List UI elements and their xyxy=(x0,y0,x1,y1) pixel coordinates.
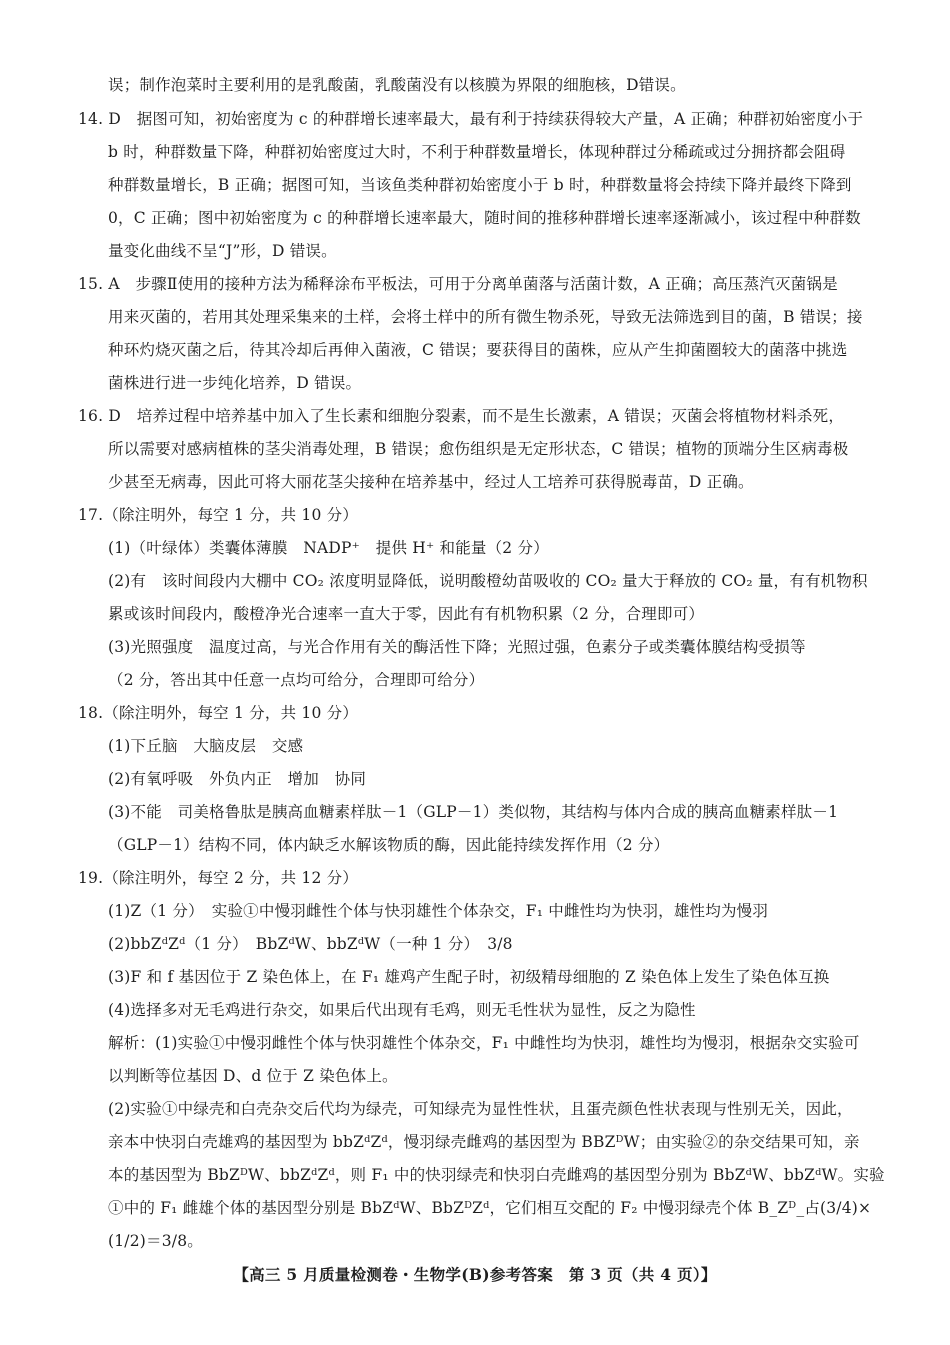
q17-heading: 17.（除注明外，每空 1 分，共 10 分） xyxy=(78,506,359,524)
text-line: 0，C 正确；图中初始密度为 c 的种群增长速率最大，随时间的推移种群增长速率逐渐减小，该过程中种群数 xyxy=(108,209,861,227)
text-line: (1)（叶绿体）类囊体薄膜 NADP⁺ 提供 H⁺ 和能量（2 分） xyxy=(108,539,549,557)
q14-line: 14. D 据图可知，初始密度为 c 的种群增长速率最大，最有利于持续获得较大产量，A 正确；种群初始密度小于 xyxy=(78,110,864,128)
text-line: (3)光照强度 温度过高，与光合作用有关的酶活性下降；光照过强，色素分子或类囊体膜结构受损等 xyxy=(108,638,806,656)
text-line: 本的基因型为 BbZᴰW、bbZᵈZᵈ，则 F₁ 中的快羽绿壳和快羽白壳雌鸡的基因型分别为 BbZᵈW、bbZᵈW。实验 xyxy=(108,1166,885,1184)
q18-heading: 18.（除注明外，每空 1 分，共 10 分） xyxy=(78,704,359,722)
text-line: (1)下丘脑 大脑皮层 交感 xyxy=(108,737,304,755)
q16-line: 16. D 培养过程中培养基中加入了生长素和细胞分裂素，而不是生长激素，A 错误；灭菌会将植物材料杀死， xyxy=(78,407,845,425)
q19-heading: 19.（除注明外，每空 2 分，共 12 分） xyxy=(78,869,359,887)
text-line: 所以需要对感病植株的茎尖消毒处理，B 错误；愈伤组织是无定形状态，C 错误；植物的顶端分生区病毒极 xyxy=(108,440,849,458)
text-line: (2)有 该时间段内大棚中 CO₂ 浓度明显降低，说明酸橙幼苗吸收的 CO₂ 量大于释放的 CO₂ 量，有有机物积 xyxy=(108,572,868,590)
text-line: 用来灭菌的，若用其处理采集来的土样，会将土样中的所有微生物杀死，导致无法筛选到目的菌，B 错误；接 xyxy=(108,308,863,326)
text-line: (3)F 和 f 基因位于 Z 染色体上，在 F₁ 雄鸡产生配子时，初级精母细胞的 Z 染色体上发生了染色体互换 xyxy=(108,968,830,986)
text-line: 种群数量增长，B 正确；据图可知，当该鱼类种群初始密度小于 b 时，种群数量将会持续下降并最终下降到 xyxy=(108,176,852,194)
text-line: 以判断等位基因 D、d 位于 Z 染色体上。 xyxy=(108,1067,398,1085)
text-line: （2 分，答出其中任意一点均可给分，合理即可给分） xyxy=(108,671,485,689)
text-line: (1)Z（1 分） 实验①中慢羽雌性个体与快羽雄性个体杂交，F₁ 中雌性均为快羽，雄性均为慢羽 xyxy=(108,902,769,920)
text-line: (1/2)＝3/8。 xyxy=(108,1232,203,1250)
text-line: 种环灼烧灭菌之后，待其冷却后再伸入菌液，C 错误；要获得目的菌株，应从产生抑菌圈较大的菌落中挑选 xyxy=(108,341,848,359)
text-line: （GLP－1）结构不同，体内缺乏水解该物质的酶，因此能持续发挥作用（2 分） xyxy=(108,836,670,854)
text-line: 解析：(1)实验①中慢羽雌性个体与快羽雄性个体杂交，F₁ 中雌性均为快羽，雄性均为慢羽，根据杂交实验可 xyxy=(108,1034,860,1052)
text-line: 少甚至无病毒，因此可将大丽花茎尖接种在培养基中，经过人工培养可获得脱毒苗，D 正确。 xyxy=(108,473,754,491)
text-line: 量变化曲线不呈“J”形，D 错误。 xyxy=(108,242,337,260)
text-line: (2)实验①中绿壳和白壳杂交后代均为绿壳，可知绿壳为显性性状，且蛋壳颜色性状表现与性别无关，因此， xyxy=(108,1100,853,1118)
text-line: b 时，种群数量下降，种群初始密度过大时，不利于种群数量增长，体现种群过分稀疏或过分拥挤都会阻碍 xyxy=(108,143,846,161)
text-line: (2)有氧呼吸 外负内正 增加 协同 xyxy=(108,770,367,788)
q15-line: 15. A 步骤Ⅱ使用的接种方法为稀释涂布平板法，可用于分离单菌落与活菌计数，A 正确；高压蒸汽灭菌锅是 xyxy=(78,275,838,293)
text-line: 误；制作泡菜时主要利用的是乳酸菌，乳酸菌没有以核膜为界限的细胞核，D错误。 xyxy=(108,76,686,94)
text-line: 菌株进行进一步纯化培养，D 错误。 xyxy=(108,374,362,392)
text-line: (3)不能 司美格鲁肽是胰高血糖素样肽－1（GLP－1）类似物，其结构与体内合成的胰高血糖素样肽－1 xyxy=(108,803,839,821)
text-line: (4)选择多对无毛鸡进行杂交，如果后代出现有毛鸡，则无毛性状为显性，反之为隐性 xyxy=(108,1001,696,1019)
text-line: (2)bbZᵈZᵈ（1 分） BbZᵈW、bbZᵈW（一种 1 分） 3/8 xyxy=(108,935,513,953)
text-line: 累或该时间段内，酸橙净光合速率一直大于零，因此有有机物积累（2 分，合理即可） xyxy=(108,605,705,623)
page-footer: 【高三 5 月质量检测卷・生物学(B)参考答案 第 3 页（共 4 页）】 xyxy=(233,1265,717,1284)
text-line: ①中的 F₁ 雌雄个体的基因型分别是 BbZᵈW、BbZᴰZᵈ，它们相互交配的 F₂ 中慢羽绿壳个体 B_Zᴰ_占(3/4)× xyxy=(108,1199,872,1217)
text-line: 亲本中快羽白壳雄鸡的基因型为 bbZᵈZᵈ，慢羽绿壳雌鸡的基因型为 BBZᴰW；由实验②的杂交结果可知，亲 xyxy=(108,1133,860,1151)
